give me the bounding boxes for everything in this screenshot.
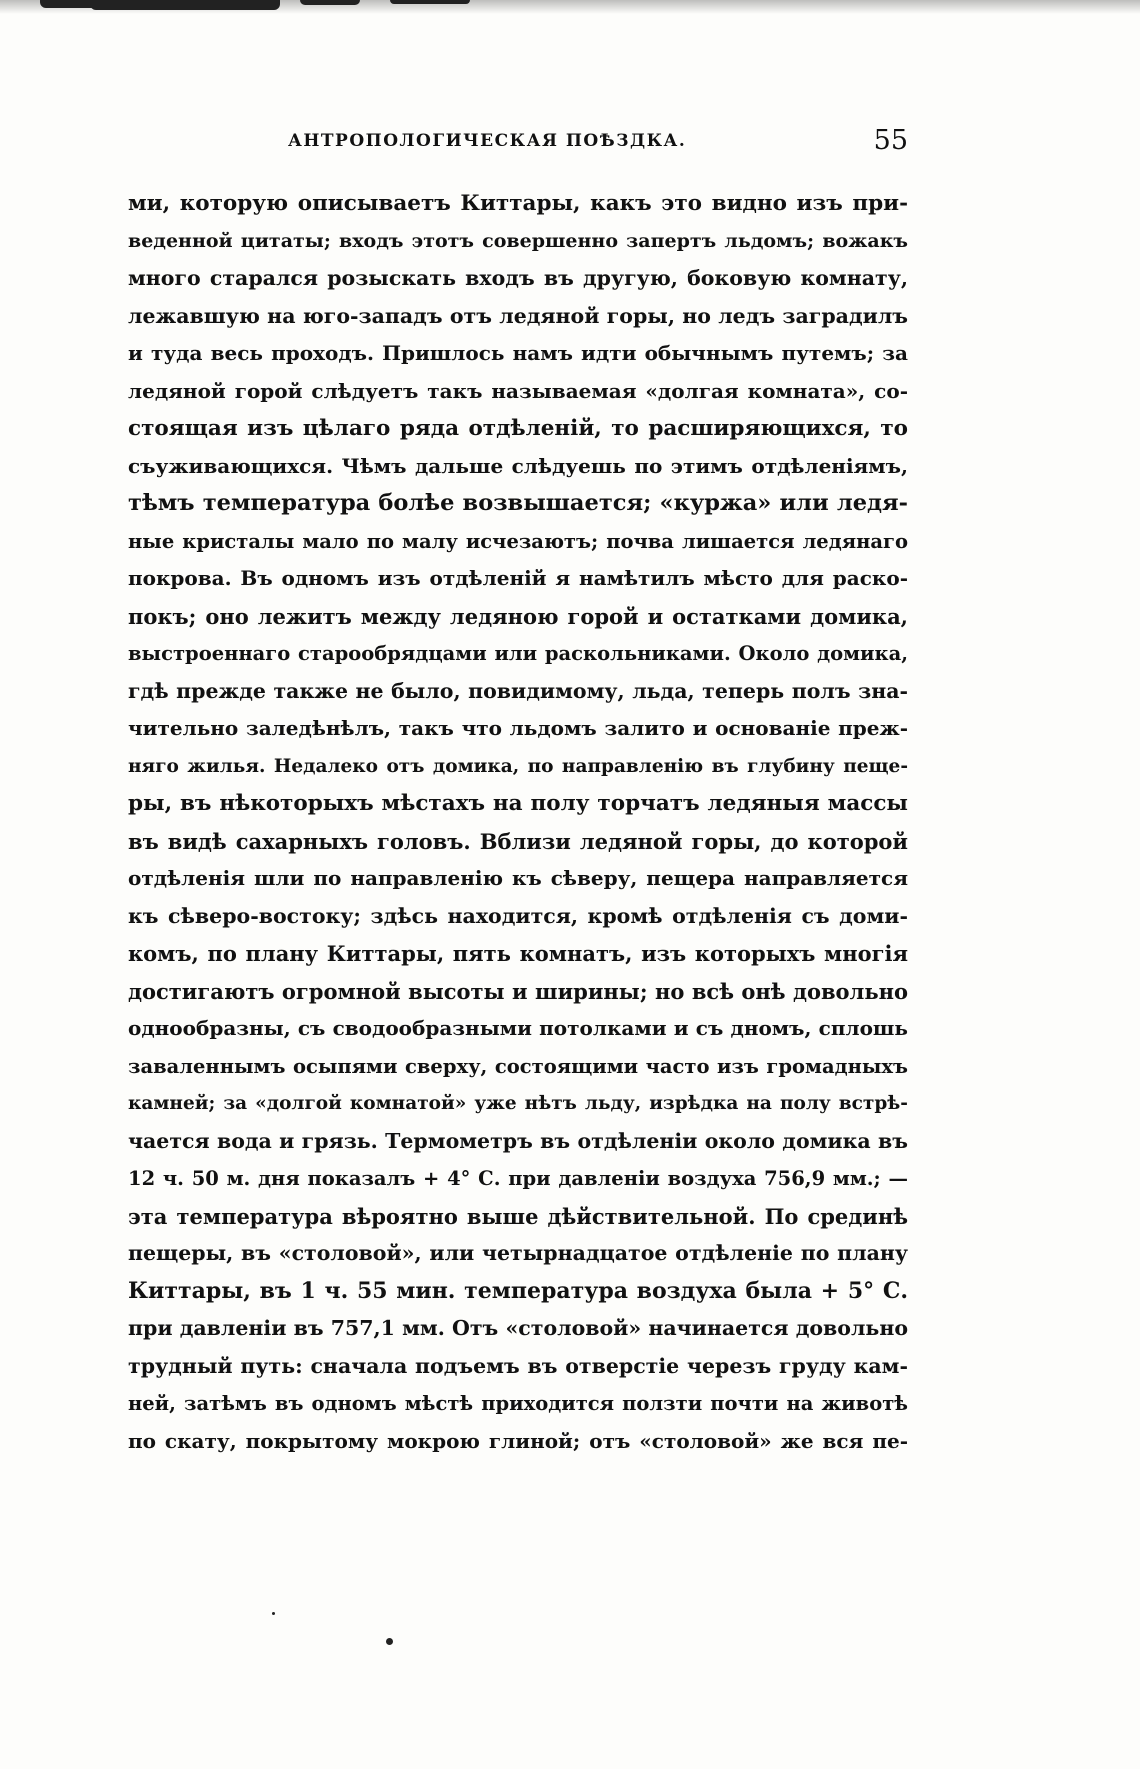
scan-blot	[390, 0, 470, 4]
text-line: ми, которую описываетъ Киттары, какъ это видно изъ при-	[128, 191, 908, 216]
text-line: покрова. Въ одномъ изъ отдѣленій я намѣтилъ мѣсто для раско-	[128, 566, 908, 590]
stray-mark	[272, 1612, 275, 1615]
text-line: пещеры, въ «столовой», или четырнадцатое отдѣленіе по плану	[128, 1241, 908, 1265]
text-line: ледяной горой слѣдуетъ такъ называемая «долгая комната», со-	[128, 378, 908, 403]
page-header	[128, 125, 908, 159]
text-line: ры, въ нѣкоторыхъ мѣстахъ на полу торчатъ ледяныя массы	[128, 791, 908, 816]
text-line: Киттары, въ 1 ч. 55 мин. температура воздуха была + 5° С.	[128, 1277, 908, 1304]
page-number: 55	[873, 125, 908, 156]
text-line: лежавшую на юго-западъ отъ ледяной горы, но ледъ заградилъ	[128, 303, 908, 328]
stray-mark	[386, 1638, 393, 1645]
text-line: эта температура вѣроятно выше дѣйствительной. По срединѣ	[128, 1203, 908, 1229]
text-line: чительно заледѣнѣлъ, такъ что льдомъ залито и основаніе преж-	[128, 716, 908, 740]
text-line: тѣмъ температура болѣе возвышается; «куржа» или ледя-	[128, 490, 908, 516]
text-line: веденной цитаты; входъ этотъ совершенно запертъ льдомъ; вожакъ	[128, 229, 908, 252]
text-line: много старался розыскать входъ въ другую, боковую комнату,	[128, 266, 908, 290]
text-line: ней, затѣмъ въ одномъ мѣстѣ приходится ползти почти на животѣ	[128, 1392, 908, 1415]
text-line: стоящая изъ цѣлаго ряда отдѣленій, то расширяющихся, то	[128, 416, 908, 441]
text-line: няго жилья. Недалеко отъ домика, по направленію въ глубину пеще-	[128, 755, 908, 777]
text-line: чается вода и грязь. Термометръ въ отдѣленіи около домика въ	[128, 1128, 908, 1153]
text-line: достигаютъ огромной высоты и ширины; но всѣ онѣ довольно	[128, 978, 908, 1004]
text-line: къ сѣверо-востоку; здѣсь находится, кромѣ отдѣленія съ доми-	[128, 903, 908, 928]
text-line: комъ, по плану Киттары, пять комнатъ, изъ которыхъ многія	[128, 941, 908, 966]
text-line: въ видѣ сахарныхъ головъ. Вблизи ледяной горы, до которой	[128, 828, 908, 854]
text-line: съуживающихся. Чѣмъ дальше слѣдуешь по этимъ отдѣленіямъ,	[128, 453, 908, 478]
body-text	[128, 185, 908, 1460]
scan-blot	[90, 0, 280, 10]
text-line: камней; за «долгой комнатой» уже нѣтъ льду, изрѣдка на полу встрѣ-	[128, 1093, 908, 1114]
text-line: ные кристалы мало по малу исчезаютъ; почва лишается ледянаго	[128, 529, 908, 553]
text-line: трудный путь: сначала подъемъ въ отверстіе черезъ груду кам-	[128, 1353, 908, 1378]
text-line: отдѣленія шли по направленію къ сѣверу, пещера направляется	[128, 866, 908, 890]
text-line: покъ; оно лежитъ между ледяною горой и остатками домика,	[128, 603, 908, 629]
text-line: заваленнымъ осыпями сверху, состоящими часто изъ громадныхъ	[128, 1054, 908, 1078]
text-line: однообразны, съ сводообразными потолками и съ дномъ, сплошь	[128, 1016, 908, 1040]
text-line: 12 ч. 50 м. дня показалъ + 4° С. при давленіи воздуха 756,9 мм.; —	[128, 1167, 908, 1190]
text-line: при давленіи въ 757,1 мм. Отъ «столовой» начинается довольно	[128, 1316, 908, 1340]
text-line: выстроеннаго старообрядцами или раскольниками. Около домика,	[128, 642, 908, 665]
text-line: гдѣ прежде также не было, повидимому, льда, теперь полъ зна-	[128, 678, 908, 703]
text-line: по скату, покрытому мокрою глиной; отъ «столовой» же вся пе-	[128, 1428, 908, 1453]
running-title: АНТРОПОЛОГИЧЕСКАЯ ПОѢЗДКА.	[288, 131, 687, 151]
scan-blot	[300, 0, 360, 5]
text-line: и туда весь проходъ. Пришлось намъ идти обычнымъ путемъ; за	[128, 341, 908, 365]
